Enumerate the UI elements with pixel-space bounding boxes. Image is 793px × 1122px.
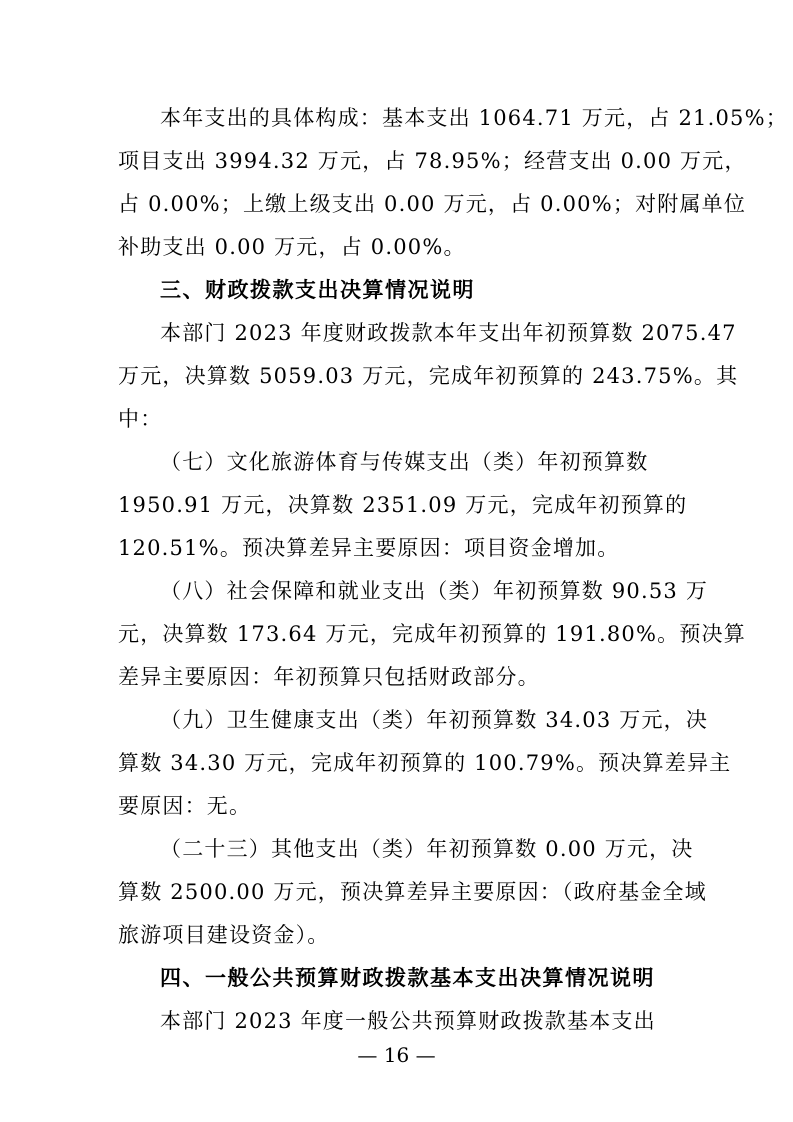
- paragraph-line: 1950.91 万元，决算数 2351.09 万元，完成年初预算的: [118, 493, 688, 517]
- paragraph-line: 本部门 2023 年度一般公共预算财政拨款基本支出: [160, 1009, 656, 1033]
- paragraph-line: 项目支出 3994.32 万元，占 78.95%；经营支出 0.00 万元，: [118, 149, 747, 173]
- paragraph-line: （九）卫生健康支出（类）年初预算数 34.03 万元，决: [160, 708, 709, 732]
- paragraph-line: 要原因：无。: [118, 794, 252, 818]
- page-number: — 16 —: [357, 1043, 436, 1067]
- paragraph-line: 中：: [118, 407, 163, 431]
- paragraph-line: （八）社会保障和就业支出（类）年初预算数 90.53 万: [160, 579, 709, 603]
- paragraph-line: 元，决算数 173.64 万元，完成年初预算的 191.80%。预决算: [118, 622, 746, 646]
- paragraph-line: 万元，决算数 5059.03 万元，完成年初预算的 243.75%。其: [118, 364, 739, 388]
- paragraph-line: 算数 34.30 万元，完成年初预算的 100.79%。预决算差异主: [118, 751, 732, 775]
- paragraph-line: 占 0.00%；上缴上级支出 0.00 万元，占 0.00%；对附属单位: [118, 192, 747, 216]
- section-heading-3: 三、财政拨款支出决算情况说明: [160, 278, 475, 302]
- paragraph-line: 差异主要原因：年初预算只包括财政部分。: [118, 665, 540, 689]
- paragraph-line: 补助支出 0.00 万元，占 0.00%。: [118, 235, 466, 259]
- paragraph-line: 旅游项目建设资金）。: [118, 923, 330, 947]
- paragraph-line: 本部门 2023 年度财政拨款本年支出年初预算数 2075.47: [160, 321, 737, 345]
- paragraph-line: （二十三）其他支出（类）年初预算数 0.00 万元，决: [160, 837, 694, 861]
- paragraph-line: 本年支出的具体构成：基本支出 1064.71 万元，占 21.05%；: [160, 106, 788, 130]
- paragraph-line: （七）文化旅游体育与传媒支出（类）年初预算数: [160, 450, 649, 474]
- paragraph-line: 算数 2500.00 万元，预决算差异主要原因：（政府基金全域: [118, 880, 707, 904]
- paragraph-line: 120.51%。预决算差异主要原因：项目资金增加。: [118, 536, 620, 560]
- section-heading-4: 四、一般公共预算财政拨款基本支出决算情况说明: [160, 966, 655, 990]
